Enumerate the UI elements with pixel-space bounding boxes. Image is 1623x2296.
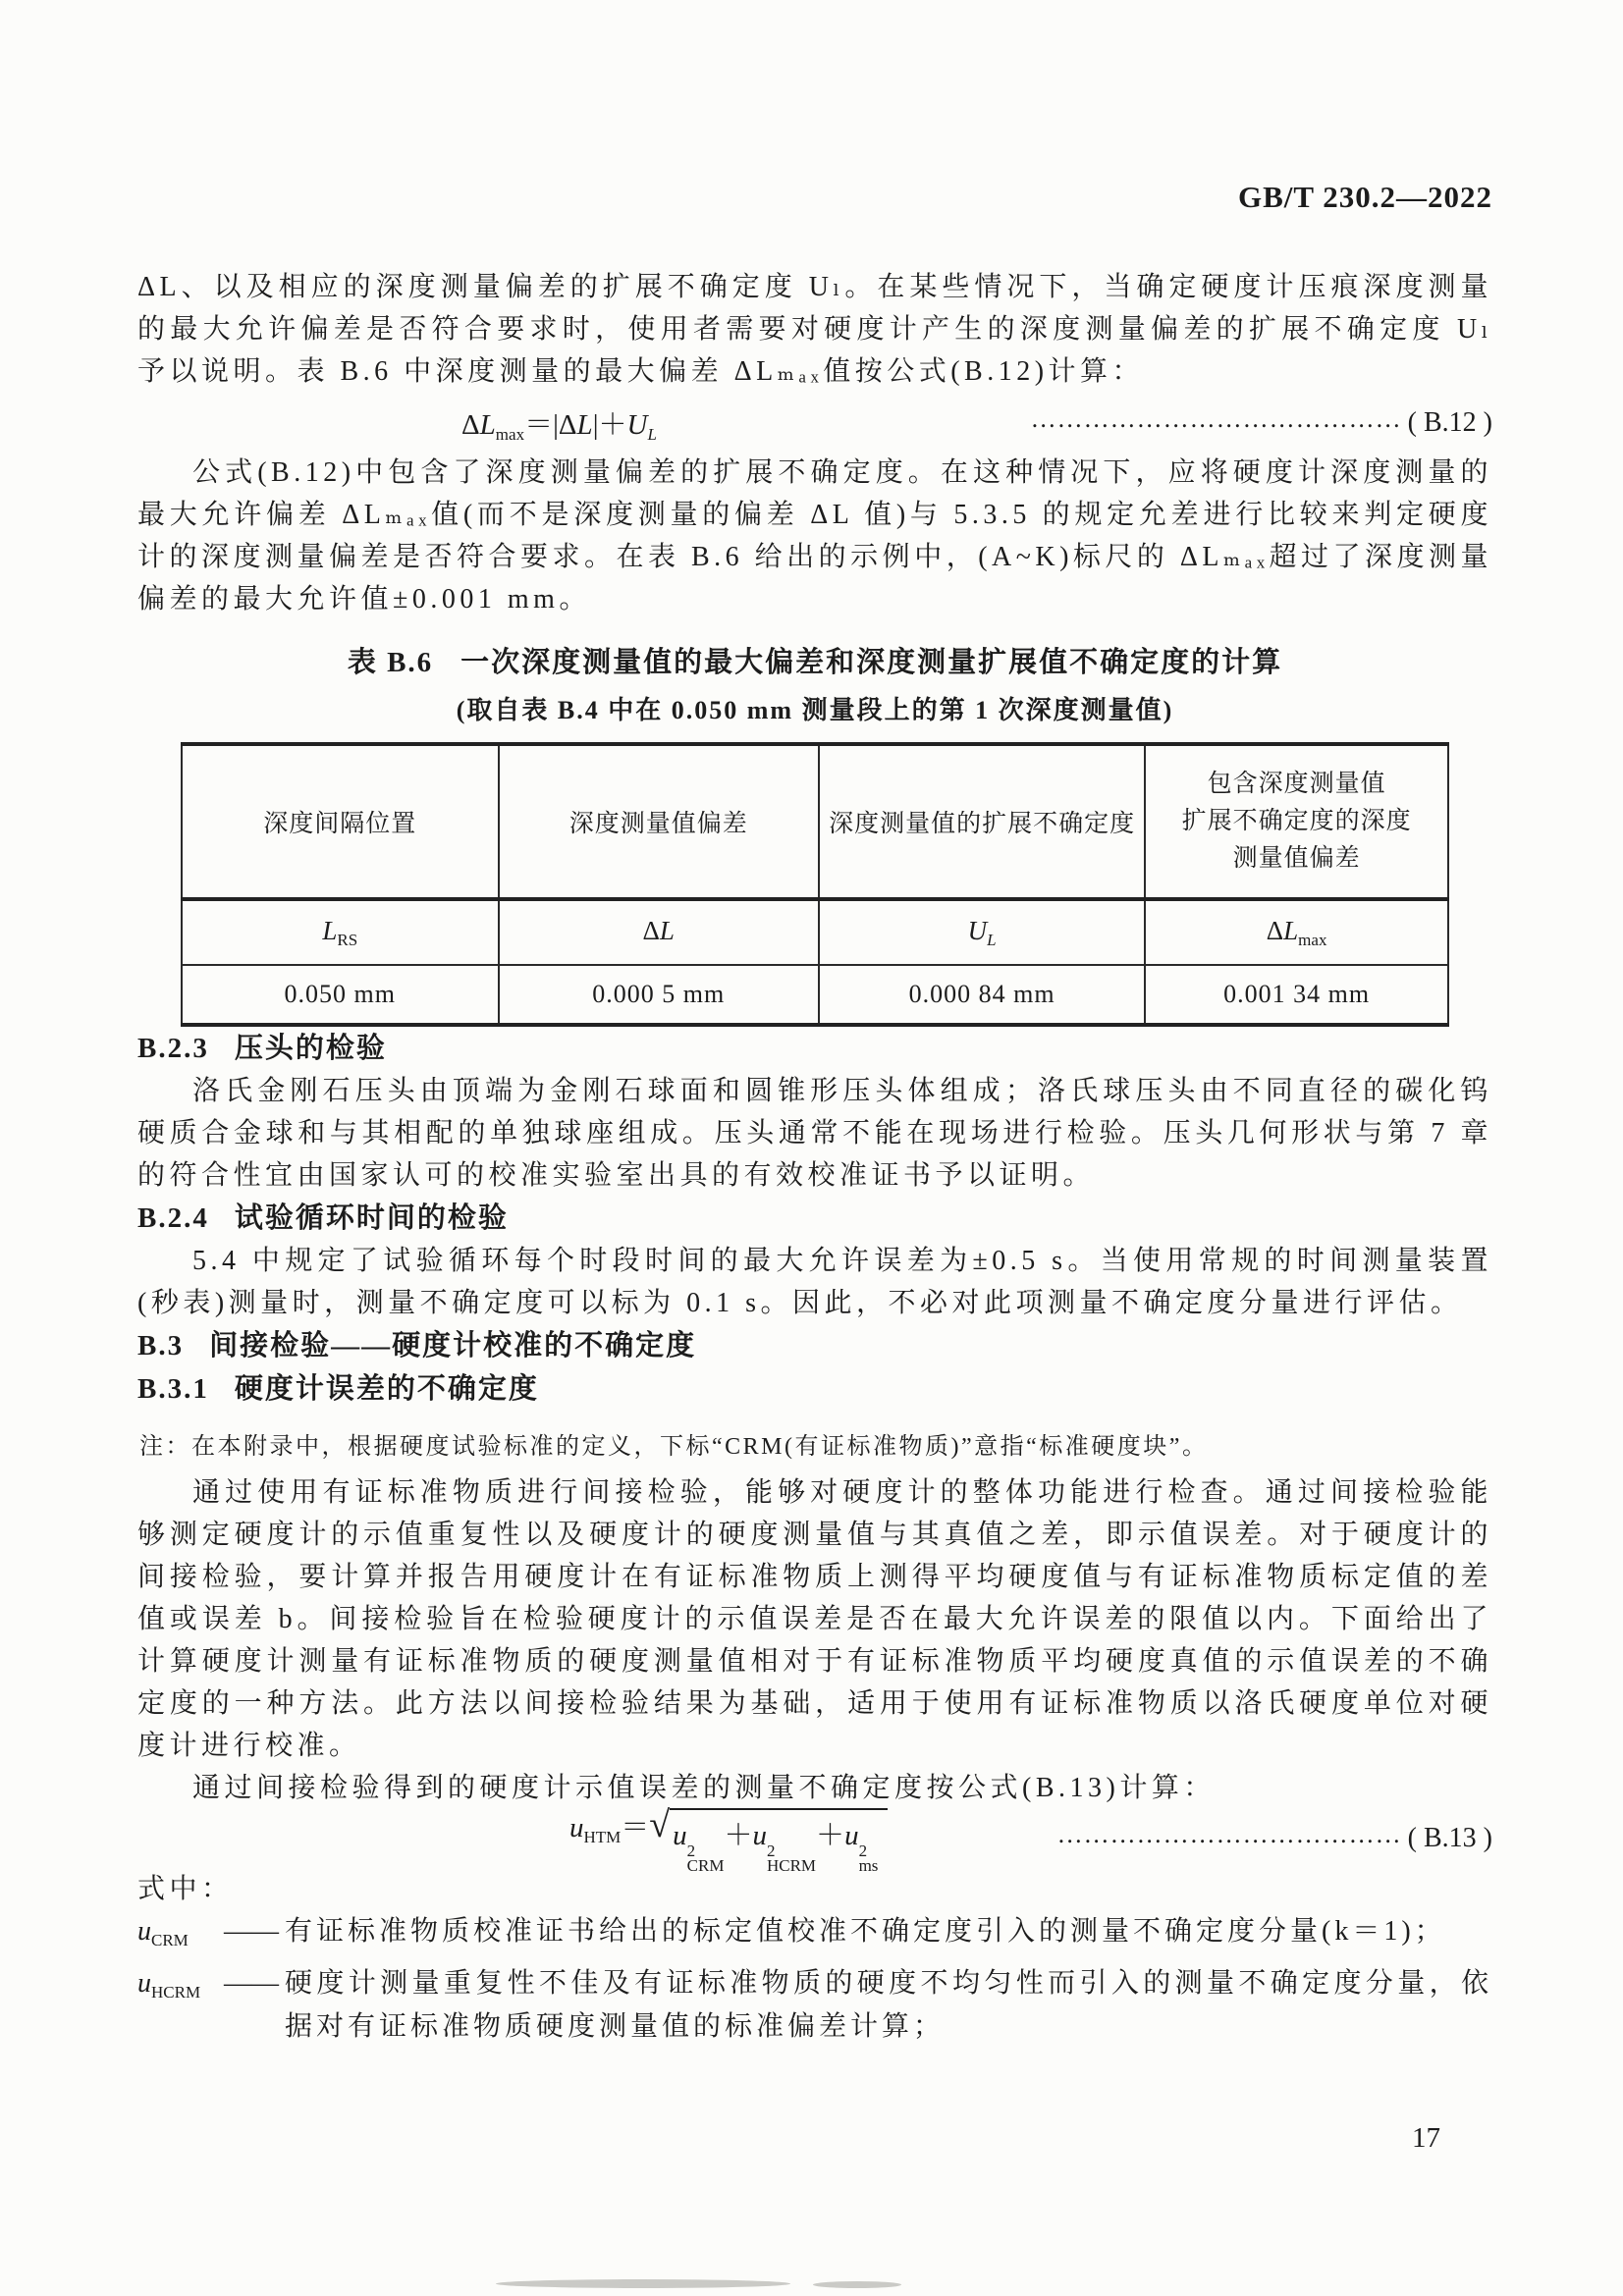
htm-subscript: HTM: [583, 1827, 622, 1846]
symbol-base: L: [322, 915, 338, 945]
header-deviation-incl-uncertainty: [1145, 744, 1448, 899]
table-symbol-row: [182, 899, 1448, 965]
scan-artifact: [813, 2281, 901, 2288]
note-crm: 注：在本附录中，根据硬度试验标准的定义，下标“CRM(有证标准物质)”意指“标准硬度块”。: [139, 1434, 1209, 1460]
u-crm-base: u: [673, 1819, 687, 1851]
symbol-base: L: [1283, 915, 1299, 945]
paragraph-indenter-check: 洛氏金刚石压头由顶端为金刚石球面和圆锥形压头体组成；洛氏球压头由不同直径的碳化钨硬质合金球和与其相配的单独球座组成。压头通常不能在现场进行检验。压头几何形状与第 7 章的符合性宜由国家认可的校准实验室出具的有效校准证书予以证明。: [137, 1076, 1492, 1191]
where-label: 式中：: [137, 1874, 234, 1904]
paragraph-indirect-verification: 通过使用有证标准物质进行间接检验，能够对硬度计的整体功能进行检查。通过间接检验能够测定硬度计的示值重复性以及硬度计的硬度测量值与其真值之差，即示值误差。对于硬度计的间接检验，要计算并报告用硬度计在有证标准物质上测得平均硬度值与有证标准物质标定值的差值或误差 b。间接检验旨在检验硬度计的示值误差是否在最大允许误差的限值以内。下面给出了计算硬度计测量有证标准物质的硬度测量值相对于有证标准物质平均硬度真值的示值误差的不确定度的一种方法。此方法以间接检验结果为基础，适用于使用有证标准物质以洛氏硬度单位对硬度计进行校准。: [137, 1477, 1492, 1761]
u-ms-base: u: [844, 1819, 859, 1851]
value-depth-position: 0.050 mm: [182, 965, 499, 1025]
u-htm-base: u: [569, 1811, 584, 1843]
symbol-sub: max: [1298, 930, 1327, 949]
plus-sign: ＋: [724, 1819, 753, 1851]
section-title: 压头的检验: [234, 1033, 387, 1064]
table-caption: [137, 640, 1492, 680]
symbol-sub: RS: [337, 930, 358, 949]
dotted-leader: …………………………………: [1056, 1820, 1402, 1848]
section-number: B.2.4: [137, 1202, 209, 1234]
table-b6: [181, 742, 1449, 1027]
symbol-pre: Δ: [642, 915, 660, 945]
table-label: 表 B.6: [347, 647, 434, 678]
supsub-ms: [859, 1843, 879, 1873]
symbol-pre: Δ: [1266, 915, 1284, 945]
scan-artifact: [496, 2279, 790, 2288]
sub-hcrm: HCRM: [766, 1855, 817, 1875]
term-subscript: CRM: [151, 1931, 189, 1949]
table-title: 一次深度测量值的最大偏差和深度测量扩展值不确定度的计算: [460, 647, 1283, 678]
sup-2: 2: [686, 1841, 696, 1860]
paragraph-formula-explanation: 公式(B.12)中包含了深度测量偏差的扩展不确定度。在这种情况下，应将硬度计深度测量的最大允许偏差 ΔLₘₐₓ值(而不是深度测量的偏差 ΔL 值)与 5.3.5 的规定允差进行比较来判定硬度计的深度测量偏差是否符合要求。在表 B.6 给出的示例中，(A~K)标尺的 ΔLₘₐₓ超过了深度测量偏差的最大允许值±0.001 mm。: [137, 457, 1492, 614]
section-number: B.3.1: [137, 1373, 209, 1405]
symbol-lrs: [182, 899, 499, 965]
l-subscript: L: [647, 424, 657, 444]
formula-b13: [137, 1803, 1492, 1875]
standard-number-header: GB/T 230.2—2022: [1237, 180, 1492, 214]
section-heading-b23: [137, 1027, 1492, 1070]
definition-dash: ——: [224, 1968, 279, 1999]
section-title: 间接检验——硬度计校准的不确定度: [209, 1330, 697, 1362]
term-base: u: [137, 1916, 151, 1947]
radicand: [670, 1808, 888, 1873]
sub-ms: ms: [858, 1855, 879, 1875]
formula-b13-reference: [1056, 1820, 1492, 1854]
symbol-ul: [819, 899, 1145, 965]
table-header-row: [182, 744, 1448, 899]
equation-number: ( B.13 ): [1407, 1823, 1492, 1853]
l-symbol: L: [479, 408, 496, 441]
value-depth-deviation: 0.000 5 mm: [499, 965, 819, 1025]
definition-ucrm: [137, 1910, 1492, 1962]
u-symbol: U: [626, 408, 648, 441]
paragraph-depth-deviation: ΔL、以及相应的深度测量偏差的扩展不确定度 Uₗ。在某些情况下，当确定硬度计压痕深度测量的最大允许偏差是否符合要求时，使用者需要对硬度计产生的深度测量偏差的扩展不确定度 Uₗ 予以说明。表 B.6 中深度测量的最大偏差 ΔLₘₐₓ值按公式(B.12)计算：: [137, 272, 1492, 387]
symbol-base: U: [967, 915, 988, 945]
section-number: B.3: [137, 1330, 185, 1362]
plus-sign: ＋: [816, 1819, 845, 1851]
symbol-delta-l-max: [1145, 899, 1448, 965]
header-line: 包含深度测量值: [1207, 771, 1386, 797]
section-title: 试验循环时间的检验: [234, 1202, 509, 1234]
header-expanded-uncertainty: 深度测量值的扩展不确定度: [819, 744, 1145, 899]
paragraph-cycle-time: 5.4 中规定了试验循环每个时段时间的最大允许误差为±0.5 s。当使用常规的时间测量装置(秒表)测量时，测量不确定度可以标为 0.1 s。因此，不必对此项测量不确定度分量进行评估。: [137, 1246, 1492, 1318]
page-content: [137, 180, 1492, 2049]
formula-b12: [137, 400, 1492, 446]
definition-uhcrm: [137, 1962, 1492, 2049]
header-depth-position: 深度间隔位置: [182, 744, 499, 899]
header-line: 扩展不确定度的深度: [1181, 808, 1412, 834]
sub-crm: CRM: [686, 1855, 725, 1875]
definition-term: [137, 1910, 224, 1962]
header-depth-deviation: 深度测量值偏差: [499, 744, 819, 899]
dotted-leader: ……………………………………: [1030, 404, 1402, 433]
header-line: 测量值偏差: [1232, 845, 1361, 872]
table-value-row: [182, 965, 1448, 1025]
symbol-base: L: [659, 915, 675, 945]
equation-number: ( B.12 ): [1407, 407, 1492, 438]
term-base: u: [137, 1968, 151, 1999]
section-heading-b31: [137, 1367, 1492, 1411]
sup-2: 2: [858, 1841, 868, 1860]
section-heading-b24: [137, 1197, 1492, 1240]
equals-sign: ＝: [621, 1811, 650, 1843]
symbol-delta-l: [499, 899, 819, 965]
table-subcaption: (取自表 B.4 中在 0.050 mm 测量段上的第 1 次深度测量值): [456, 696, 1174, 724]
value-deviation-incl-uncertainty: 0.001 34 mm: [1145, 965, 1448, 1025]
section-title: 硬度计误差的不确定度: [234, 1373, 539, 1405]
section-heading-b3: [137, 1324, 1492, 1367]
max-subscript: max: [495, 424, 525, 444]
radical-sign: √: [649, 1803, 671, 1845]
delta-symbol: Δ: [461, 408, 480, 441]
definition-text: 有证标准物质校准证书给出的标定值校准不确定度引入的测量不确定度分量(k＝1)；: [285, 1916, 1446, 1947]
sup-2: 2: [766, 1841, 776, 1860]
definition-term: [137, 1962, 224, 2049]
equals-abs: ＝|Δ: [524, 408, 577, 441]
supsub-hcrm: [767, 1843, 816, 1873]
formula-b12-reference: [1030, 404, 1492, 439]
formula-b13-equation: [569, 1805, 888, 1873]
u-hcrm-base: u: [752, 1819, 767, 1851]
definition-dash: ——: [224, 1916, 279, 1947]
term-subscript: HCRM: [151, 1983, 201, 2002]
formula-b12-equation: [461, 402, 657, 445]
supsub-crm: [687, 1843, 725, 1873]
l-symbol2: L: [576, 408, 593, 441]
definition-text: 硬度计测量重复性不佳及有证标准物质的硬度不均匀性而引入的测量不确定度分量，依据对有证标准物质硬度测量值的标准偏差计算；: [285, 1968, 1492, 2042]
paragraph-formula-b13-intro: 通过间接检验得到的硬度计示值误差的测量不确定度按公式(B.13)计算：: [192, 1773, 1216, 1803]
symbol-sub: L: [987, 930, 997, 949]
square-root: [649, 1803, 888, 1875]
plus-sign: |＋: [592, 408, 627, 441]
page-number: 17: [1412, 2122, 1440, 2154]
section-number: B.2.3: [137, 1033, 209, 1064]
value-expanded-uncertainty: 0.000 84 mm: [819, 965, 1145, 1025]
